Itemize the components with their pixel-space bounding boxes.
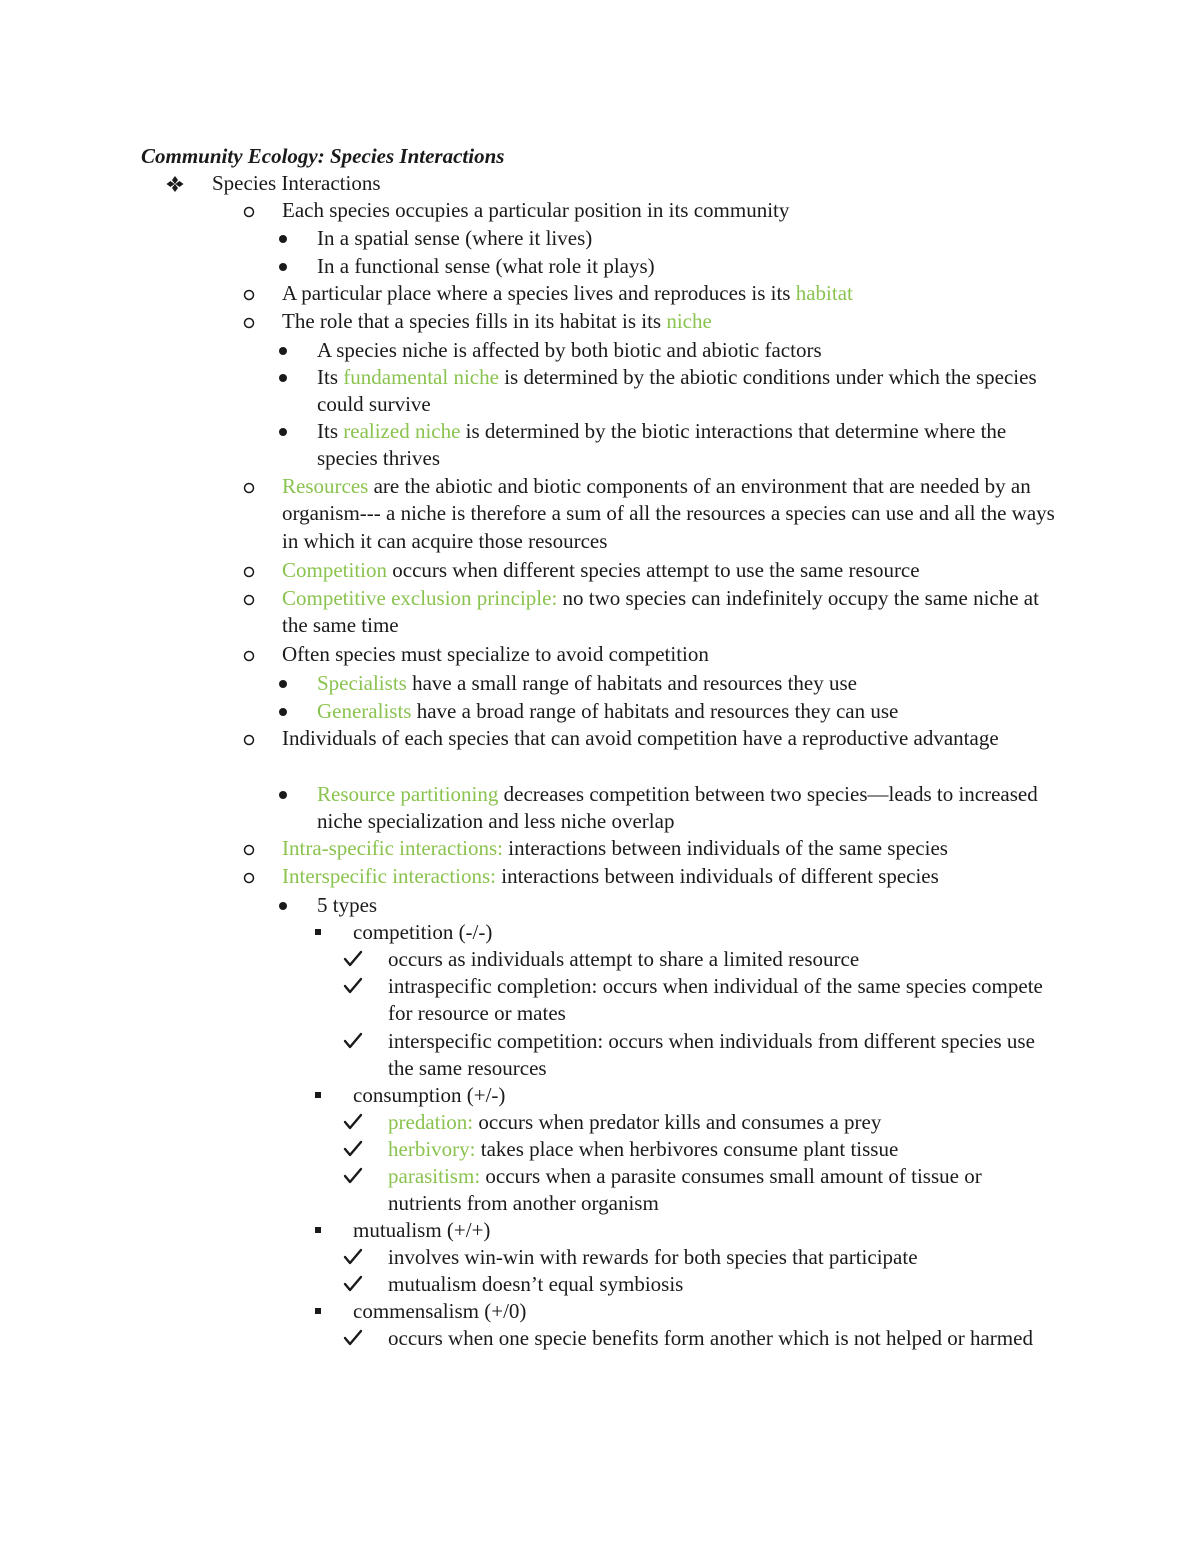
text-run: Each species occupies a particular position in its community [282,198,790,222]
list-item-text [388,1109,1060,1136]
list-item [317,225,1060,252]
text-run: Its [317,419,344,443]
highlighted-term: herbivory: [388,1137,476,1161]
list-item-text [317,253,1060,280]
highlighted-term: habitat [795,281,853,305]
list-item-text [388,946,1060,973]
text-run: are the abiotic and biotic components of an environment that are needed by an organism--- a niche is therefore a sum of all the resources a species can use and all the ways in which it can acquire those resources [282,474,1055,553]
list-item-text [317,364,1060,419]
circle-bullet-icon [242,288,256,302]
circle-bullet-icon [242,871,256,885]
square-bullet-icon [313,1225,323,1235]
highlighted-term: Resource partitioning [317,782,499,806]
text-run: A species niche is affected by both biotic and abiotic factors [317,338,822,362]
list-item-text [388,1028,1060,1083]
list-item-text [353,919,1060,946]
square-bullet-icon [313,927,323,937]
highlighted-term: Generalists [317,699,412,723]
list-item-text [282,557,1060,584]
list-item-text [317,781,1060,836]
text-run: The role that a species fills in its habitat is its [282,309,667,333]
text-run: commensalism (+/0) [353,1299,527,1323]
text-run: mutualism doesn’t equal symbiosis [388,1272,684,1296]
text-run: takes place when herbivores consume plant tissue [475,1137,899,1161]
highlighted-term: predation: [388,1110,474,1134]
text-run: Individuals of each species that can avoid competition have a reproductive advantage [282,726,999,750]
text-run: In a spatial sense (where it lives) [317,226,593,250]
circle-bullet-icon [242,649,256,663]
text-run: intraspecific completion: occurs when individual of the same species compete for resource or mates [388,974,1043,1026]
list-item [317,698,1060,725]
dot-bullet-icon [277,900,289,912]
checkmark-icon [343,1329,363,1347]
list-item-text [317,337,1060,364]
text-run: competition (-/-) [353,920,493,944]
text-run: no two species can indefinitely occupy the same niche at the same time [282,586,1039,638]
circle-bullet-icon [242,843,256,857]
highlighted-term: Competition [282,558,387,582]
list-item-text [388,1244,1060,1271]
list-item-text [282,835,1060,862]
list-item-text [282,863,1060,890]
checkmark-icon [343,1140,363,1158]
text-run: is determined by the abiotic conditions under which the species could survive [317,365,1037,417]
text-run: Species Interactions [212,171,381,195]
square-bullet-icon [313,1306,323,1316]
list-item-text [388,1163,1060,1218]
circle-bullet-icon [242,593,256,607]
list-item [388,1109,1060,1136]
list-item [282,641,1060,668]
list-item [282,473,1060,555]
dot-bullet-icon [277,261,289,273]
list-item-text [212,170,600,197]
list-item [388,1028,1060,1083]
text-run: consumption (+/-) [353,1083,506,1107]
list-item [282,197,1060,224]
list-item-text [317,892,1060,919]
list-item [282,725,1060,752]
list-item [282,557,1060,584]
list-item [282,863,1060,890]
list-item [282,280,1060,307]
list-item-text [282,725,1060,752]
text-run: Often species must specialize to avoid competition [282,642,709,666]
list-item [317,781,1060,836]
text-run: occurs when different species attempt to use the same resource [387,558,920,582]
text-run: interspecific competition: occurs when individuals from different species use the same resources [388,1029,1035,1081]
text-run: 5 types [317,893,378,917]
list-item-text [282,280,1060,307]
text-run: occurs when predator kills and consumes a prey [473,1110,882,1134]
checkmark-icon [343,1167,363,1185]
highlighted-term: fundamental niche [343,365,499,389]
dot-bullet-icon [277,345,289,357]
text-run: involves win-win with rewards for both species that participate [388,1245,918,1269]
text-run: occurs when a parasite consumes small amount of tissue or nutrients from another organism [388,1164,982,1216]
list-item [388,973,1060,1028]
text-run: have a broad range of habitats and resources they can use [411,699,899,723]
list-item [388,1244,1060,1271]
circle-bullet-icon [242,316,256,330]
list-item [317,337,1060,364]
text-run: decreases competition between two species—leads to increased niche specialization and less niche overlap [317,782,1038,834]
text-run: interactions between individuals of different species [496,864,939,888]
diamond-bullet-icon [165,175,185,193]
highlighted-term: Competitive exclusion principle: [282,586,558,610]
list-item [388,1163,1060,1218]
list-item-text [282,641,1060,668]
list-item [388,1271,1060,1298]
text-run: A particular place where a species lives and reproduces is its [282,281,796,305]
dot-bullet-icon [277,706,289,718]
list-item [353,919,1060,946]
list-item-text [282,308,1060,335]
text-run: mutualism (+/+) [353,1218,491,1242]
highlighted-term: Interspecific interactions: [282,864,496,888]
list-item [388,1325,1060,1352]
list-item-text [282,473,1060,555]
list-item-text [353,1082,1060,1109]
list-item-text [317,670,1060,697]
list-item-text [317,698,1060,725]
list-item [317,418,1060,473]
text-run: interactions between individuals of the same species [502,836,948,860]
text-run: occurs when one specie benefits form another which is not helped or harmed [388,1326,1033,1350]
list-item [212,170,600,197]
highlighted-term: Specialists [317,671,407,695]
checkmark-icon [343,950,363,968]
list-item-text [317,225,1060,252]
list-item [317,253,1060,280]
list-item [353,1298,1060,1325]
list-item-text [388,973,1060,1028]
checkmark-icon [343,977,363,995]
highlighted-term: Resources [282,474,369,498]
dot-bullet-icon [277,372,289,384]
page-title: Community Ecology: Species Interactions [141,144,505,168]
list-item-text [388,1325,1060,1352]
checkmark-icon [343,1032,363,1050]
dot-bullet-icon [277,678,289,690]
list-item-text [388,1271,1060,1298]
list-item [353,1082,1060,1109]
highlighted-term: parasitism: [388,1164,481,1188]
list-item [317,364,1060,419]
dot-bullet-icon [277,789,289,801]
list-item [388,1136,1060,1163]
text-run: Its [317,365,344,389]
circle-bullet-icon [242,565,256,579]
text-run: In a functional sense (what role it plays) [317,254,655,278]
list-item-text [353,1217,1060,1244]
text-run: is determined by the biotic interactions that determine where the species thrives [317,419,1007,471]
list-item-text [282,585,1060,640]
list-item-text [282,197,1060,224]
list-item [388,946,1060,973]
circle-bullet-icon [242,733,256,747]
list-item [317,892,1060,919]
list-item [282,308,1060,335]
text-run: occurs as individuals attempt to share a limited resource [388,947,860,971]
highlighted-term: realized niche [343,419,461,443]
list-item [353,1217,1060,1244]
text-run: have a small range of habitats and resources they use [406,671,857,695]
dot-bullet-icon [277,426,289,438]
dot-bullet-icon [277,233,289,245]
highlighted-term: Intra-specific interactions: [282,836,503,860]
circle-bullet-icon [242,205,256,219]
highlighted-term: niche [666,309,712,333]
list-item [282,585,1060,640]
checkmark-icon [343,1113,363,1131]
list-item [282,835,1060,862]
checkmark-icon [343,1248,363,1266]
square-bullet-icon [313,1090,323,1100]
list-item-text [353,1298,1060,1325]
checkmark-icon [343,1275,363,1293]
circle-bullet-icon [242,481,256,495]
list-item [317,670,1060,697]
list-item-text [317,418,1060,473]
list-item-text [388,1136,1060,1163]
